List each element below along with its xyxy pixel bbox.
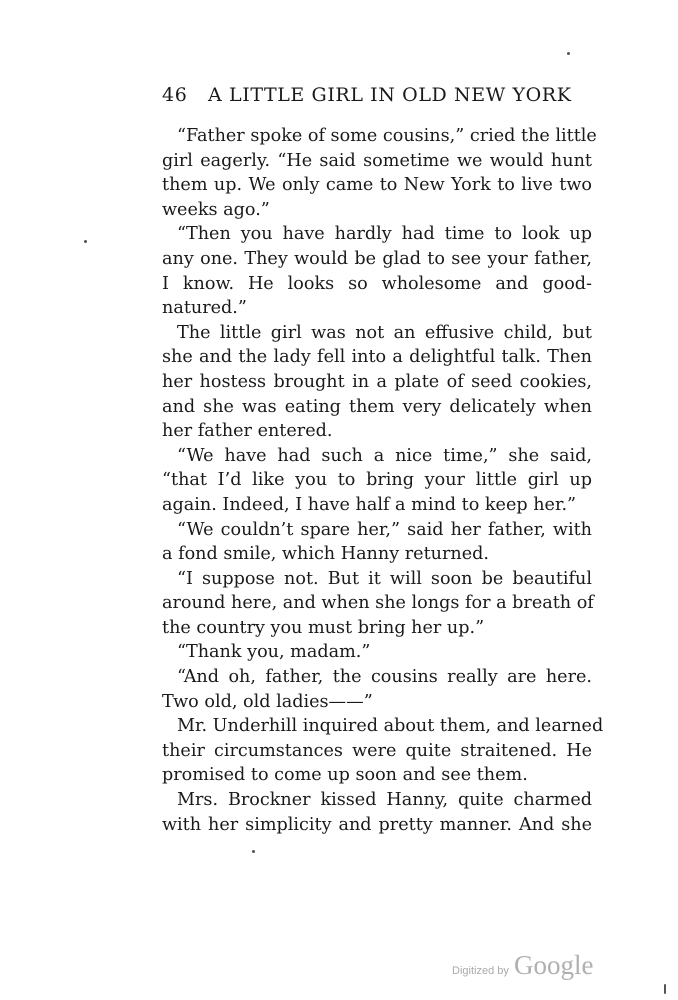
google-logo: Google — [513, 950, 594, 980]
text-line: “And oh, father, the cousins really are here. — [177, 667, 592, 688]
paragraph — [162, 518, 592, 567]
scan-speck — [84, 240, 87, 243]
text-line: their circumstances were quite straitened. He — [162, 740, 592, 761]
scan-speck — [252, 850, 255, 853]
text-line: Mr. Underhill inquired about them, and learned — [177, 716, 604, 737]
paragraph — [162, 640, 592, 665]
text-line: she and the lady fell into a delightful talk. Then — [162, 347, 592, 368]
text-line: I know. He looks so wholesome and good- — [162, 273, 592, 294]
page-number: 46 — [162, 84, 188, 106]
text-line: weeks ago.” — [162, 199, 270, 220]
text-line: “Thank you, madam.” — [177, 642, 371, 663]
text-line: “I suppose not. But it will soon be beautiful — [177, 568, 592, 589]
text-line: “Then you have hardly had time to look up — [177, 224, 592, 245]
text-line: Mrs. Brockner kissed Hanny, quite charmed — [177, 790, 592, 811]
paragraph — [162, 665, 592, 714]
paragraph — [162, 321, 592, 444]
running-header — [162, 84, 592, 106]
text-line: around here, and when she longs for a breath of — [162, 593, 594, 614]
text-line: her father entered. — [162, 421, 333, 442]
running-title: A LITTLE GIRL IN OLD NEW YORK — [208, 84, 572, 106]
text-line: “We couldn’t spare her,” said her father, with — [177, 519, 592, 540]
text-line: “that I’d like you to bring your little girl up — [162, 470, 592, 491]
text-line: “Father spoke of some cousins,” cried the little — [177, 126, 597, 146]
digitized-by-label: Digitized by — [452, 965, 509, 977]
text-line: again. Indeed, I have half a mind to keep her.” — [162, 494, 577, 515]
paragraph — [162, 444, 592, 518]
paragraph — [162, 714, 604, 788]
text-line: a fond smile, which Hanny returned. — [162, 544, 489, 565]
text-line: natured.” — [162, 298, 247, 319]
scan-speck — [567, 52, 570, 55]
text-line: girl eagerly. “He said sometime we would hunt — [162, 150, 592, 171]
paragraph — [162, 567, 592, 641]
text-line: any one. They would be glad to see your father, — [162, 248, 592, 269]
paragraph — [162, 124, 597, 222]
text-line: with her simplicity and pretty manner. And she — [162, 814, 592, 835]
text-line: and she was eating them very delicately when — [162, 396, 592, 417]
digitized-watermark — [452, 950, 593, 981]
paragraph — [162, 222, 592, 320]
text-line: her hostess brought in a plate of seed cookies, — [162, 371, 592, 392]
text-line: them up. We only came to New York to live two — [162, 175, 592, 196]
text-line: Two old, old ladies——” — [162, 691, 373, 712]
text-line: “We have had such a nice time,” she said, — [177, 445, 592, 466]
text-line: The little girl was not an effusive child, but — [177, 322, 592, 343]
text-line: the country you must bring her up.” — [162, 617, 485, 638]
page-body-text — [162, 124, 604, 837]
scan-speck — [664, 984, 666, 994]
text-line: promised to come up soon and see them. — [162, 765, 528, 786]
paragraph — [162, 788, 592, 837]
